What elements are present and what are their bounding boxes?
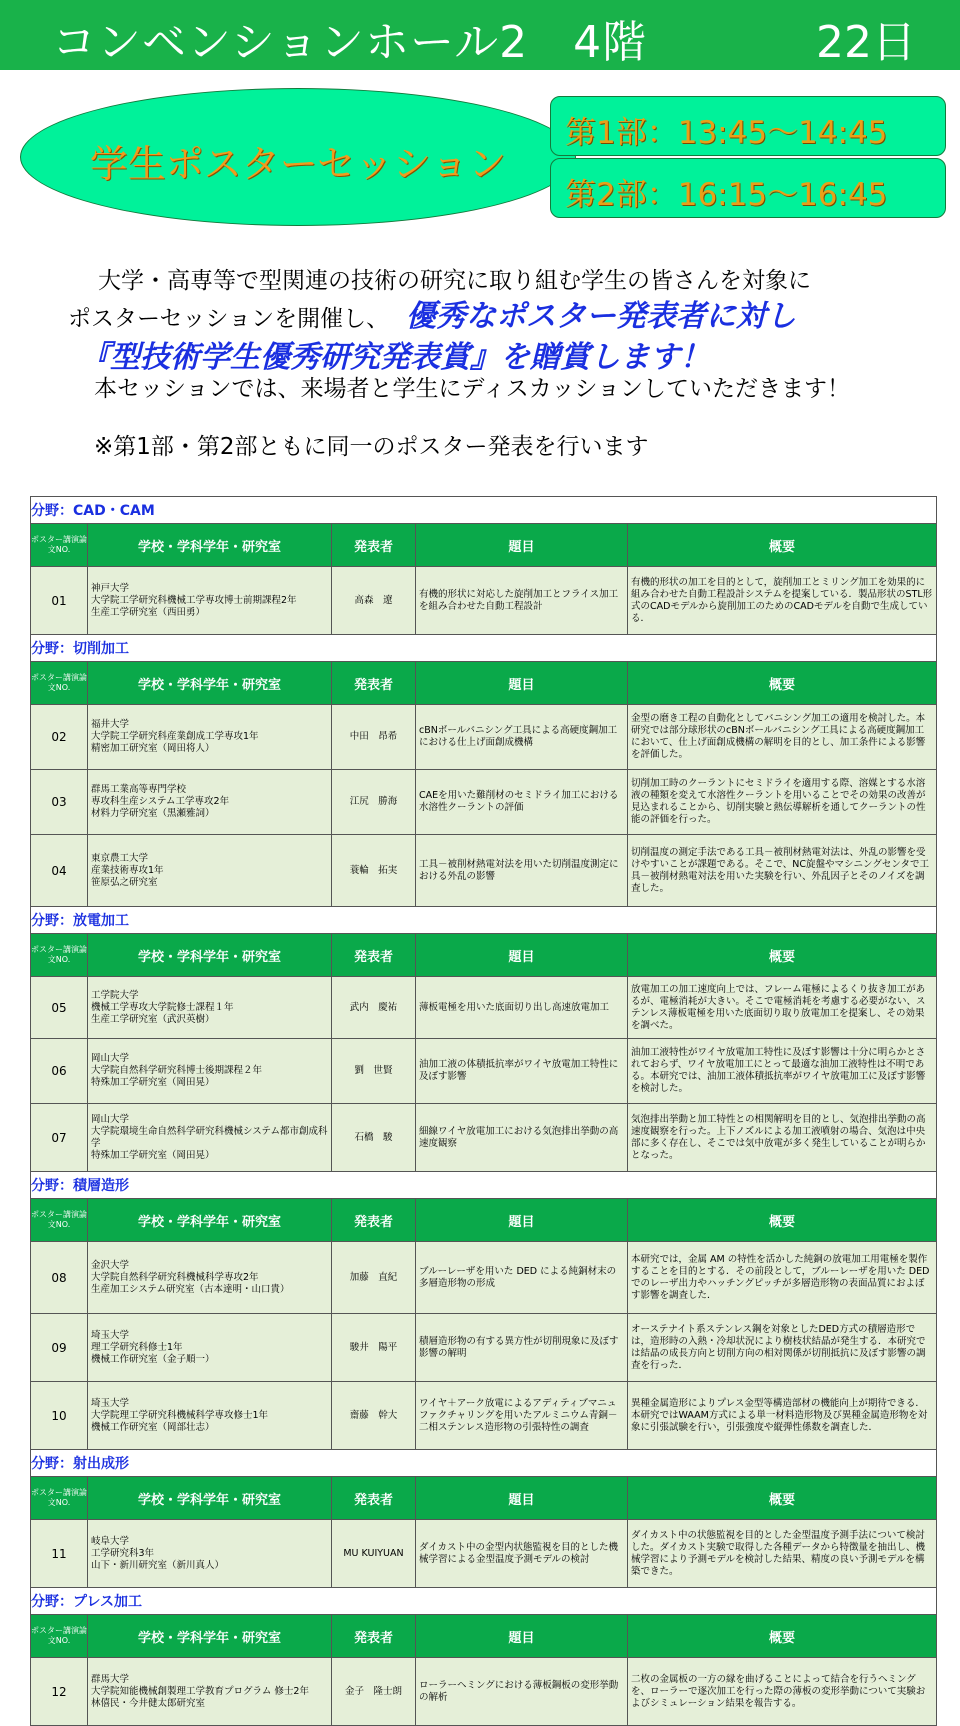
header-no: ポスター講演論文NO. — [31, 934, 88, 977]
table-row — [31, 705, 937, 770]
category-row — [31, 1588, 937, 1615]
poster-title: 工具－被削材熱電対法を用いた切削温度測定における外乱の影響 — [416, 835, 628, 907]
category-label: 分野：プレス加工 — [31, 1588, 937, 1615]
day-label: 22日 — [816, 17, 916, 68]
category-row — [31, 1450, 937, 1477]
header-title: 題目 — [416, 1615, 628, 1658]
school-lab: 神戸大学 大学院工学研究科機械工学専攻博士前期課程2年 生産工学研究室（西田勇） — [88, 567, 332, 635]
header-school: 学校・学科学年・研究室 — [88, 934, 332, 977]
header-title: 題目 — [416, 1477, 628, 1520]
poster-title: CAEを用いた難削材のセミドライ加工における水溶性クーラントの評価 — [416, 770, 628, 835]
table-header-row — [31, 1199, 937, 1242]
table-header-row — [31, 662, 937, 705]
poster-no: 12 — [31, 1658, 88, 1726]
header-summary: 概要 — [628, 1615, 937, 1658]
school-lab: 埼玉大学 大学院理工学研究科機械科学専攻修士1年 機械工作研究室（岡部壮志） — [88, 1382, 332, 1450]
table-header-row — [31, 524, 937, 567]
table-header-row — [31, 934, 937, 977]
poster-no: 06 — [31, 1039, 88, 1104]
category-label: 分野：切削加工 — [31, 635, 937, 662]
poster-summary: 切削温度の測定手法である工具－被削材熱電対法は、外乱の影響を受けやすいことが課題である。そこで、NC旋盤やマシニングセンタで工具－被削材熱電対法を用いた実験を行い、外乱因子とそのノイズを調査した。 — [628, 835, 937, 907]
poster-summary: 本研究では，金属 AM の特性を活かした純銅の放電加工用電極を製作することを目的とする．その前段として，ブルーレーザを用いた DEDでのレーザ出力やハッチングピッチが多層造形物の表面品質におよぼす影響を調査した． — [628, 1242, 937, 1314]
poster-no: 04 — [31, 835, 88, 907]
poster-title: ワイヤ＋アーク放電によるアディティブマニュファクチャリングを用いたアルミニウム青銅－二相ステンレス造形物の引張特性の調査 — [416, 1382, 628, 1450]
session-title: 学生ポスターセッション — [89, 142, 507, 186]
poster-no: 03 — [31, 770, 88, 835]
category-row — [31, 497, 937, 524]
presenter-name: 江尻 勝海 — [332, 770, 416, 835]
hall-title: コンベンションホール2 4階 — [52, 17, 648, 68]
poster-no: 07 — [31, 1104, 88, 1172]
table-row — [31, 1314, 937, 1382]
header-school: 学校・学科学年・研究室 — [88, 1199, 332, 1242]
presenter-name: 武内 慶祐 — [332, 977, 416, 1039]
table-row — [31, 1039, 937, 1104]
poster-title: ダイカスト中の金型内状態監視を目的とした機械学習による金型温度予測モデルの検討 — [416, 1520, 628, 1588]
table-row — [31, 977, 937, 1039]
school-lab: 埼玉大学 理工学研究科修士1年 機械工作研究室（金子順一） — [88, 1314, 332, 1382]
table-row — [31, 1520, 937, 1588]
header-title: 題目 — [416, 934, 628, 977]
presenter-name: 金子 隆士朗 — [332, 1658, 416, 1726]
category-label: 分野：放電加工 — [31, 907, 937, 934]
intro-highlight-2: 『型技術学生優秀研究発表賞』を贈賞します！ — [80, 340, 710, 375]
header-school: 学校・学科学年・研究室 — [88, 1477, 332, 1520]
table-row — [31, 835, 937, 907]
presenter-name: 齋藤 幹大 — [332, 1382, 416, 1450]
header-presenter: 発表者 — [332, 524, 416, 567]
poster-no: 11 — [31, 1520, 88, 1588]
poster-title: 薄板電極を用いた底面切り出し高速放電加工 — [416, 977, 628, 1039]
header-presenter: 発表者 — [332, 1477, 416, 1520]
table-row — [31, 1382, 937, 1450]
table-row — [31, 1658, 937, 1726]
header-no: ポスター講演論文NO. — [31, 1477, 88, 1520]
category-label: 分野：射出成形 — [31, 1450, 937, 1477]
table-header-row — [31, 1477, 937, 1520]
header-presenter: 発表者 — [332, 662, 416, 705]
category-label: 分野：CAD・CAM — [31, 497, 937, 524]
session-title-ellipse — [20, 88, 576, 226]
table-row — [31, 567, 937, 635]
school-lab: 工学院大学 機械工学専攻大学院修士課程１年 生産工学研究室（武沢英樹） — [88, 977, 332, 1039]
header-bar — [0, 0, 960, 70]
poster-summary: 金型の磨き工程の自動化としてバニシング加工の適用を検討した。本研究では部分球形状のcBNボールバニシング工具による高硬度鋼加工において、仕上げ面創成機構の解明を目的とし、加工条件による影響を評価した。 — [628, 705, 937, 770]
poster-summary: 有機的形状の加工を目的として，旋削加工とミリング加工を効果的に組み合わせた自動工程設計システムを提案している．製品形状のSTL形式のCADモデルから旋削加工のためのCADモデルを自動で生成している． — [628, 567, 937, 635]
poster-summary: 切削加工時のクーラントにセミドライを適用する際、溶媒とする水溶液の種類を変えて水溶性クーラントを用いることでその効果の改善が見込まれることから、切削実験と熱伝導解析を通してクーラントの性能の評価を行った。 — [628, 770, 937, 835]
part2-time: 第2部：16:15〜16:45 — [565, 177, 888, 213]
category-label: 分野：積層造形 — [31, 1172, 937, 1199]
school-lab: 金沢大学 大学院自然科学研究科機械科学専攻2年 生産加工システム研究室（古本達明・山口貴） — [88, 1242, 332, 1314]
header-presenter: 発表者 — [332, 934, 416, 977]
poster-table — [30, 496, 937, 1726]
intro-note: ※第1部・第2部ともに同一のポスター発表を行います — [94, 434, 649, 460]
poster-no: 01 — [31, 567, 88, 635]
poster-title: 細線ワイヤ放電加工における気泡排出挙動の高速度観察 — [416, 1104, 628, 1172]
intro-highlight-1: 優秀なポスター発表者に対し — [406, 299, 796, 334]
intro-line-3: 本セッションでは、来場者と学生にディスカッションしていただきます！ — [94, 376, 851, 402]
presenter-name: 中田 昂希 — [332, 705, 416, 770]
header-no: ポスター講演論文NO. — [31, 1615, 88, 1658]
school-lab: 岡山大学 大学院自然科学研究科博士後期課程２年 特殊加工学研究室（岡田晃） — [88, 1039, 332, 1104]
table-header-row — [31, 1615, 937, 1658]
presenter-name: 蓑輪 拓実 — [332, 835, 416, 907]
intro-line-2: ポスターセッションを開催し、 — [68, 306, 390, 332]
category-row — [31, 907, 937, 934]
header-presenter: 発表者 — [332, 1615, 416, 1658]
poster-no: 08 — [31, 1242, 88, 1314]
header-title: 題目 — [416, 662, 628, 705]
intro-line-1: 大学・高専等で型関連の技術の研究に取り組む学生の皆さんを対象に — [98, 268, 811, 294]
poster-title: ローラーヘミングにおける薄板鋼板の変形挙動の解析 — [416, 1658, 628, 1726]
poster-title: ブルーレーザを用いた DED による純銅材末の多層造形物の形成 — [416, 1242, 628, 1314]
presenter-name: 高森 遼 — [332, 567, 416, 635]
school-lab: 岡山大学 大学院環境生命自然科学研究科機械システム都市創成科学 特殊加工学研究室（岡田晃） — [88, 1104, 332, 1172]
presenter-name: 劉 世賢 — [332, 1039, 416, 1104]
school-lab: 群馬大学 大学院知能機械創製理工学教育プログラム 修士2年 林僖民・今井健太郎研究室 — [88, 1658, 332, 1726]
presenter-name: MU KUIYUAN — [332, 1520, 416, 1588]
poster-title: 油加工液の体積抵抗率がワイヤ放電加工特性に及ぼす影響 — [416, 1039, 628, 1104]
table-row — [31, 770, 937, 835]
header-summary: 概要 — [628, 934, 937, 977]
poster-summary: 放電加工の加工速度向上では、フレーム電極によるくり抜き加工があるが、電極消耗が大きい。そこで電極消耗を考慮する必要がない、ステンレス薄板電極を用いた底面切り取り放電加工を提案し、その効果を調べた。 — [628, 977, 937, 1039]
poster-title: 積層造形物の有する異方性が切削現象に及ぼす影響の解明 — [416, 1314, 628, 1382]
presenter-name: 加藤 直紀 — [332, 1242, 416, 1314]
header-summary: 概要 — [628, 662, 937, 705]
header-summary: 概要 — [628, 524, 937, 567]
header-no: ポスター講演論文NO. — [31, 662, 88, 705]
poster-summary: 油加工液特性がワイヤ放電加工特性に及ぼす影響は十分に明らかとされておらず、ワイヤ放電加工にとって最適な油加工液特性は不明である。本研究では、油加工液体積抵抗率がワイヤ放電加工に及ぼす影響を検討した。 — [628, 1039, 937, 1104]
header-no: ポスター講演論文NO. — [31, 1199, 88, 1242]
header-summary: 概要 — [628, 1199, 937, 1242]
presenter-name: 駿井 陽平 — [332, 1314, 416, 1382]
poster-summary: 気泡排出挙動と加工特性との相関解明を目的とし、気泡排出挙動の高速度観察を行った。上下ノズルによる加工液噴射の場合、気泡は中央部に多く存在し、そこでは気中放電が多く発生していることが明らかとなった。 — [628, 1104, 937, 1172]
header-title: 題目 — [416, 524, 628, 567]
header-no: ポスター講演論文NO. — [31, 524, 88, 567]
school-lab: 群馬工業高等専門学校 専攻科生産システム工学専攻2年 材料力学研究室（黒瀬雅詞） — [88, 770, 332, 835]
poster-summary: オーステナイト系ステンレス鋼を対象としたDED方式の積層造形では，造形時の入熱・冷却状況により樹枝状結晶が発生する．本研究では結晶の成長方向と切削方向の相対関係が切削抵抗に及ぼす影響の調査を行った． — [628, 1314, 937, 1382]
header-title: 題目 — [416, 1199, 628, 1242]
header-school: 学校・学科学年・研究室 — [88, 1615, 332, 1658]
category-row — [31, 1172, 937, 1199]
poster-title: cBNボールバニシング工具による高硬度鋼加工における仕上げ面創成機構 — [416, 705, 628, 770]
poster-no: 05 — [31, 977, 88, 1039]
poster-no: 02 — [31, 705, 88, 770]
poster-no: 09 — [31, 1314, 88, 1382]
poster-title: 有機的形状に対応した旋削加工とフライス加工を組み合わせた自動工程設計 — [416, 567, 628, 635]
poster-summary: 二枚の金属板の一方の縁を曲げることによって結合を行うヘミングを、ローラーで逐次加工を行った際の薄板の変形挙動について実験およびシミュレーション結果を報告する。 — [628, 1658, 937, 1726]
header-presenter: 発表者 — [332, 1199, 416, 1242]
table-row — [31, 1242, 937, 1314]
category-row — [31, 635, 937, 662]
part1-time: 第1部：13:45〜14:45 — [565, 115, 888, 151]
header-school: 学校・学科学年・研究室 — [88, 524, 332, 567]
header-summary: 概要 — [628, 1477, 937, 1520]
header-school: 学校・学科学年・研究室 — [88, 662, 332, 705]
school-lab: 岐阜大学 工学研究科3年 山下・新川研究室（新川真人） — [88, 1520, 332, 1588]
poster-no: 10 — [31, 1382, 88, 1450]
part2-time-box — [550, 158, 946, 218]
presenter-name: 石橋 駿 — [332, 1104, 416, 1172]
part1-time-box — [550, 96, 946, 156]
poster-table-body — [31, 497, 937, 1726]
table-row — [31, 1104, 937, 1172]
school-lab: 東京農工大学 産業技術専攻1年 笹原弘之研究室 — [88, 835, 332, 907]
poster-summary: 異種金属造形によりプレス金型等構造部材の機能向上が期待できる．本研究ではWAAM方式による単一材料造形物及び異種金属造形物を対象に引張試験を行い，引張強度や縦弾性係数を調査した． — [628, 1382, 937, 1450]
school-lab: 福井大学 大学院工学研究科産業創成工学専攻1年 精密加工研究室（岡田将人） — [88, 705, 332, 770]
poster-summary: ダイカスト中の状態監視を目的とした金型温度予測手法について検討した。ダイカスト実験で取得した各種データから特徴量を抽出し、機械学習により予測モデルを検討した結果、精度の良い予測モデルを構築できた。 — [628, 1520, 937, 1588]
